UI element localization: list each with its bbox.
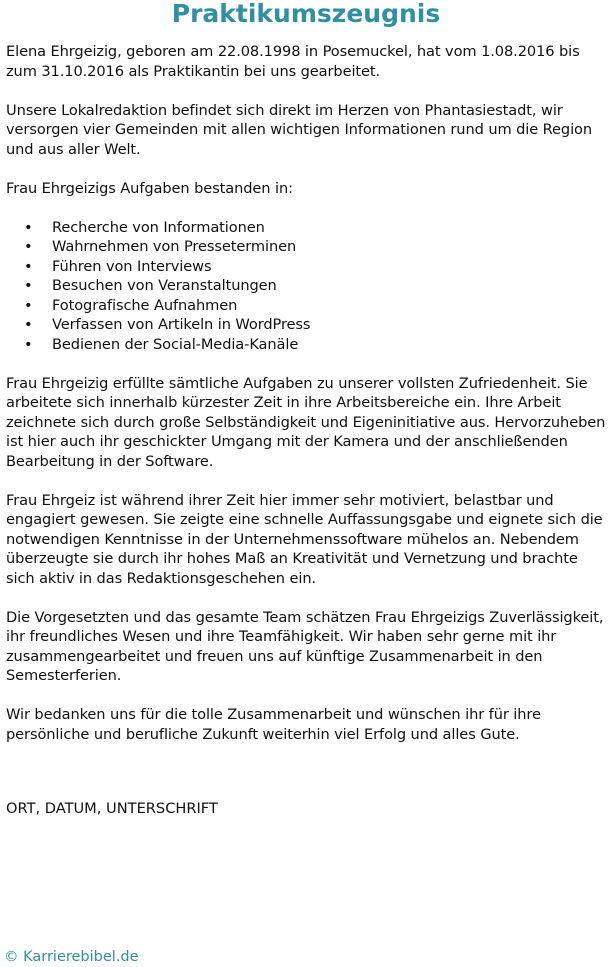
performance-paragraph: Frau Ehrgeizig erfüllte sämtliche Aufgaben zu unserer vollsten Zufriedenheit. Sie arbeitete sich innerhalb kürzester Zeit in ihre Arbeitsbereiche ein. Ihre Arbeit zeichnete sich durch große Selbständigkeit und Eigeninitiative aus. Hervorzuheben ist hier auch ihr geschickter Umgang mit der Kamera und der anschließenden Bearbeitung in der Software. xyxy=(6,374,606,470)
company-paragraph: Unsere Lokalredaktion befindet sich direkt im Herzen von Phantasiestadt, wir versorgen vier Gemeinden mit allen wichtigen Informationen rund um die Region und aus aller Welt. xyxy=(6,101,593,158)
attitude-paragraph: Frau Ehrgeiz ist während ihrer Zeit hier immer sehr motiviert, belastbar und engagiert gewesen. Sie zeigte eine schnelle Auffassungsgabe und eignete sich die notwendigen Kenntnisse in der Unternehmenssoftware mühelos an. Nebendem überzeugte sie durch ihr hohes Maß an Kreativität und Vernetzung und brachte sich aktiv in das Redaktionsgeschehen ein. xyxy=(6,491,603,587)
intro-paragraph: Elena Ehrgeizig, geboren am 22.08.1998 in Posemuckel, hat vom 1.08.2016 bis zum 31.10.2016 als Praktikantin bei uns gearbeitet. xyxy=(6,43,580,80)
task-item: • Wahrnehmen von Presseterminen xyxy=(6,237,610,257)
task-item: • Führen von Interviews xyxy=(6,257,610,277)
task-item: • Fotografische Aufnahmen xyxy=(6,296,610,316)
closing-paragraph: Wir bedanken uns für die tolle Zusammenarbeit und wünschen ihr für ihre persönliche und berufliche Zukunft weiterhin viel Erfolg und alles Gute. xyxy=(6,706,541,743)
task-item: • Recherche von Informationen xyxy=(6,218,610,238)
task-item: • Besuchen von Veranstaltungen xyxy=(6,276,610,296)
task-list xyxy=(6,218,610,355)
task-item: • Verfassen von Artikeln in WordPress xyxy=(6,315,610,335)
signature-line: ORT, DATUM, UNTERSCHRIFT xyxy=(6,800,218,817)
tasks-intro: Frau Ehrgeizigs Aufgaben bestanden in: xyxy=(6,179,293,197)
document-title: Praktikumszeugnis xyxy=(171,0,441,28)
document-body xyxy=(6,42,610,764)
copyright-link[interactable]: © Karrierebibel.de xyxy=(4,949,139,965)
team-paragraph: Die Vorgesetzten und das gesamte Team schätzen Frau Ehrgeizigs Zuverlässigkeit, ihr freundliches Wesen und ihre Teamfähigkeit. Wir haben sehr gerne mit ihr zusammengearbeitet und freuen uns auf künftige Zusammenarbeit in den Semesterferien. xyxy=(6,608,604,684)
task-item: • Bedienen der Social-Media-Kanäle xyxy=(6,335,610,355)
